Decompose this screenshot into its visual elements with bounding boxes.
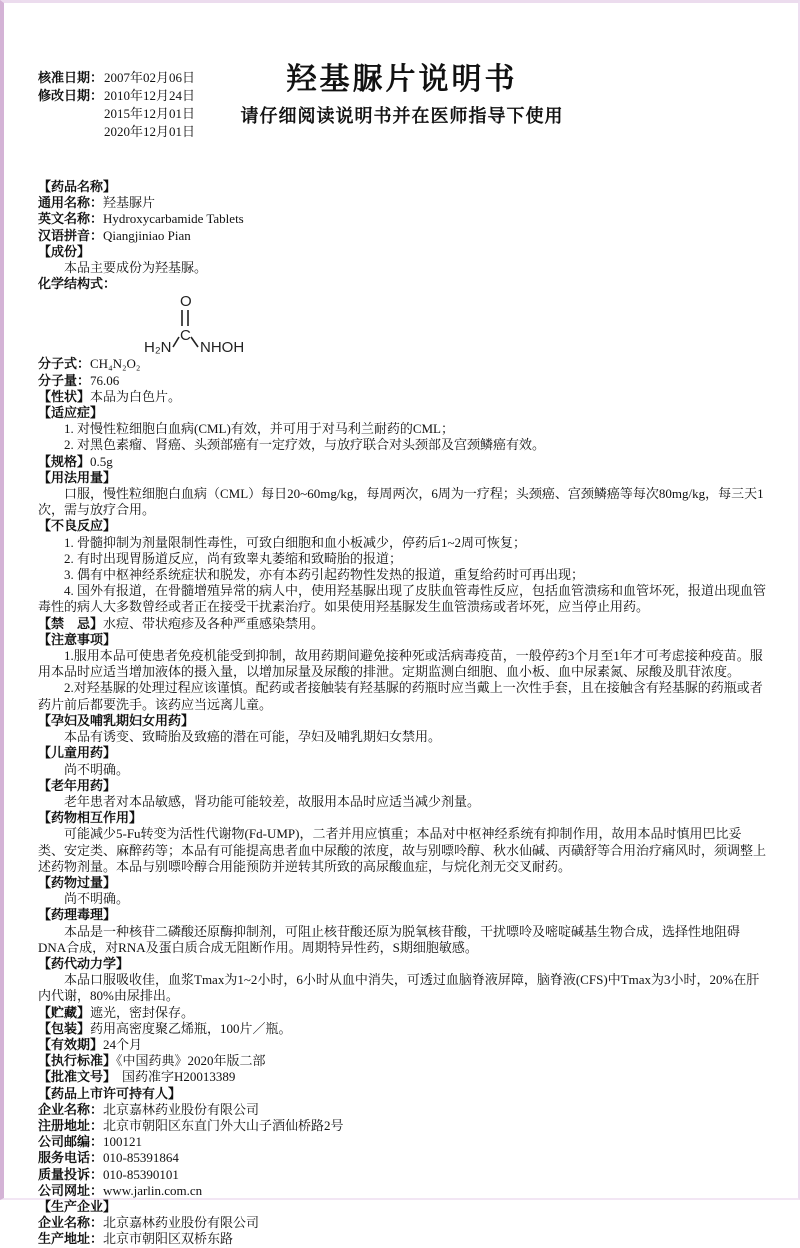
manufacturer-name-value: 北京嘉林药业股份有限公司 xyxy=(103,1215,260,1231)
production-address-row xyxy=(38,1231,766,1247)
quality-complaint-value: 010-85390101 xyxy=(103,1166,179,1182)
registered-address-value: 北京市朝阳区东直门外大山子酒仙桥路2号 xyxy=(103,1117,344,1133)
indication-item: 2. 对黑色素瘤、肾癌、头颈部癌有一定疗效，与放疗联合对头颈部及宫颈鳞癌有效。 xyxy=(64,437,546,453)
section-overdose xyxy=(38,875,766,907)
website-value: www.jarlin.com.cn xyxy=(103,1182,203,1198)
service-phone-row xyxy=(38,1150,766,1166)
section-license-holder xyxy=(38,1086,766,1199)
structure-label: 化学结构式： xyxy=(38,276,117,292)
revision-date-row xyxy=(38,87,195,105)
revision-date-row xyxy=(38,123,195,141)
pinyin-name-row xyxy=(38,228,766,244)
section-pregnancy xyxy=(38,713,766,745)
precaution-item: 1.服用本品可使患者免疫机能受到抑制，故用药期间避免接种死或活病毒疫苗，一般停药3个月至1年才可考虑接种疫苗。服用本品时应适当增加液体的摄入量，以增加尿量及尿酸的排泄。定期监测白细胞、血小板、血中尿素氮、尿酸及肌苷浓度。 xyxy=(38,648,763,680)
standard-text: 《中国药典》2020年版二部 xyxy=(116,1053,266,1069)
adverse-item: 1. 骨髓抑制为剂量限制性毒性，可致白细胞和血小板减少，停药后1~2周可恢复； xyxy=(64,534,527,550)
revision-date-value: 2015年12月01日 xyxy=(104,106,196,121)
website-row xyxy=(38,1183,766,1199)
section-title: 【儿童用药】 xyxy=(38,745,117,761)
dosage-text: 口服，慢性粒细胞白血病（CML）每日20~60mg/kg，每周两次，6周为一疗程；头颈癌、宫颈鳞癌等每次80mg/kg，每三天1次，需与放疗合用。 xyxy=(38,486,764,518)
adverse-item: 2. 有时出现胃肠道反应，尚有致睾丸萎缩和致畸胎的报道； xyxy=(64,550,403,566)
section-title: 【药理毒理】 xyxy=(38,907,117,923)
section-adverse-reactions xyxy=(38,518,766,615)
revision-date-row xyxy=(38,105,195,123)
service-phone-value: 010-85391864 xyxy=(103,1150,179,1166)
section-title: 【孕妇及哺乳期妇女用药】 xyxy=(38,712,195,728)
pharmacokinetics-text: 本品口服吸收佳，血浆Tmax为1~2小时，6小时从血中消失，可透过血脑脊液屏障，脑脊液(CFS)中Tmax为3小时，20%在肝内代谢，80%由尿排出。 xyxy=(38,972,760,1004)
section-geriatric xyxy=(38,778,766,810)
manufacturer-name-label: 企业名称： xyxy=(38,1215,104,1231)
group-nhoh: NHOH xyxy=(200,339,245,356)
interactions-text: 可能减少5-Fu转变为活性代谢物(Fd-UMP)，二者并用应慎重；本品对中枢神经系统有抑制作用，故用本品时慎用巴比妥类、安定类、麻醉药等；本品有可能提高患者血中尿酸的浓度，故与别嘌呤醇、秋水仙碱、丙磺舒等合用治疗痛风时，须调整上述药物剂量。本品与别嘌呤醇合用能预防并逆转其所致的高尿酸血症，与烷化剂无交叉耐药。 xyxy=(38,826,767,874)
pinyin-name-label: 汉语拼音： xyxy=(38,227,104,243)
pediatric-text: 尚不明确。 xyxy=(64,761,130,777)
english-name-label: 英文名称： xyxy=(38,211,104,227)
section-strength xyxy=(38,454,766,470)
section-title: 【有效期】 xyxy=(38,1036,104,1052)
revision-date-value: 2020年12月01日 xyxy=(104,124,196,139)
approval-date-row xyxy=(38,69,195,87)
postcode-value: 100121 xyxy=(103,1134,143,1150)
quality-complaint-label: 质量投诉： xyxy=(38,1166,104,1182)
description-text: 本品为白色片。 xyxy=(90,388,182,404)
revision-date-label: 修改日期： xyxy=(38,88,104,103)
section-title: 【不良反应】 xyxy=(38,518,117,534)
section-dosage xyxy=(38,470,766,519)
section-drug-name xyxy=(38,179,766,244)
strength-text: 0.5g xyxy=(90,453,113,469)
website-label: 公司网址： xyxy=(38,1182,104,1198)
bond-line xyxy=(191,337,198,347)
section-title: 【药品名称】 xyxy=(38,179,117,194)
section-composition xyxy=(38,244,766,389)
section-title: 【性状】 xyxy=(38,388,91,404)
section-contraindications xyxy=(38,616,766,632)
weight-row xyxy=(38,373,766,389)
insert-body xyxy=(38,179,766,1248)
packaging-text: 药用高密度聚乙烯瓶，100片／瓶。 xyxy=(90,1020,292,1036)
weight-label: 分子量： xyxy=(38,372,91,388)
revision-label-spacer xyxy=(38,123,104,141)
formula-value: CH₄N₂O₂ xyxy=(90,356,141,372)
section-title: 【禁 忌】 xyxy=(38,615,104,631)
section-storage xyxy=(38,1005,766,1021)
atom-oxygen: O xyxy=(180,293,192,311)
approval-date-value: 2007年02月06日 xyxy=(104,70,196,85)
section-pharmacokinetics xyxy=(38,956,766,1005)
section-title: 【规格】 xyxy=(38,453,91,469)
revision-date-value: 2010年12月24日 xyxy=(104,88,196,103)
shelf-life-text: 24个月 xyxy=(103,1036,143,1052)
approval-number-text: 国药准字H20013389 xyxy=(122,1069,236,1085)
pharmacology-text: 本品是一种核苷二磷酸还原酶抑制剂，可阻止核苷酸还原为脱氧核苷酸，干扰嘌呤及嘧啶碱基生物合成，选择性地阻碍DNA合成，对RNA及蛋白质合成无阻断作用。周期特异性药，S期细胞敏感。 xyxy=(38,923,741,955)
formula-row xyxy=(38,356,766,372)
service-phone-label: 服务电话： xyxy=(38,1150,104,1166)
adverse-item: 3. 偶有中枢神经系统症状和脱发，亦有本药引起药物性发热的报道，重复给药时可再出现； xyxy=(64,567,585,583)
postcode-row xyxy=(38,1134,766,1150)
document-subtitle: 请仔细阅读说明书并在医师指导下使用 xyxy=(240,106,564,126)
generic-name-value: 羟基脲片 xyxy=(103,195,156,211)
formula-label: 分子式： xyxy=(38,356,91,372)
section-indications xyxy=(38,405,766,454)
section-title: 【药物相互作用】 xyxy=(38,810,143,826)
overdose-text: 尚不明确。 xyxy=(64,891,130,907)
pinyin-name-value: Qiangjiniao Pian xyxy=(103,227,191,243)
section-title: 【执行标准】 xyxy=(38,1053,117,1069)
revision-label-spacer xyxy=(38,105,104,123)
section-pharmacology xyxy=(38,907,766,956)
manufacturer-name-row xyxy=(38,1215,766,1231)
section-standard xyxy=(38,1053,766,1069)
document-title: 羟基脲片说明书 xyxy=(286,63,518,96)
adverse-item: 4. 国外有报道，在骨髓增殖异常的病人中，使用羟基脲出现了皮肤血管毒性反应，包括血管溃疡和血管坏死，报道出现血管毒性的病人大多数曾经或者正在接受干扰素治疗。如果使用羟基脲发生血管溃疡或者坏死，应当停止用药。 xyxy=(38,583,767,615)
section-approval-number xyxy=(38,1069,766,1085)
section-title: 【贮藏】 xyxy=(38,1004,91,1020)
section-title: 【药代动力学】 xyxy=(38,955,130,971)
section-title: 【成份】 xyxy=(38,243,91,259)
registered-address-row xyxy=(38,1118,766,1134)
english-name-row xyxy=(38,211,766,227)
insert-header xyxy=(38,63,766,179)
section-packaging xyxy=(38,1021,766,1037)
section-title: 【注意事项】 xyxy=(38,631,117,647)
section-interactions xyxy=(38,810,766,875)
geriatric-text: 老年患者对本品敏感，肾功能可能较差，故服用本品时应适当减少剂量。 xyxy=(64,793,481,809)
weight-value: 76.06 xyxy=(90,372,120,388)
pregnancy-text: 本品有诱变、致畸胎及致癌的潜在可能，孕妇及哺乳期妇女禁用。 xyxy=(64,729,442,745)
section-title: 【老年用药】 xyxy=(38,777,117,793)
english-name-value: Hydroxycarbamide Tablets xyxy=(103,211,244,227)
contraindications-text: 水痘、带状疱疹及各种严重感染禁用。 xyxy=(103,615,325,631)
storage-text: 遮光，密封保存。 xyxy=(90,1004,195,1020)
company-name-label: 企业名称： xyxy=(38,1101,104,1117)
section-title: 【药品上市许可持有人】 xyxy=(38,1085,182,1101)
section-title: 【批准文号】 xyxy=(38,1069,117,1085)
production-address-value: 北京市朝阳区双桥东路 xyxy=(103,1231,234,1247)
approval-dates-block xyxy=(38,69,195,141)
chemical-structure xyxy=(142,293,282,355)
quality-complaint-row xyxy=(38,1167,766,1183)
registered-address-label: 注册地址： xyxy=(38,1117,104,1133)
section-shelf-life xyxy=(38,1037,766,1053)
section-title: 【用法用量】 xyxy=(38,469,117,485)
production-address-label: 生产地址： xyxy=(38,1231,104,1247)
generic-name-row xyxy=(38,195,766,211)
section-title: 【生产企业】 xyxy=(38,1198,117,1214)
section-manufacturer xyxy=(38,1199,766,1248)
precaution-item: 2.对羟基脲的处理过程应该谨慎。配药或者接触装有羟基脲的药瓶时应当戴上一次性手套，且在接触含有羟基脲的药瓶或者药片前后都要洗手。该药应当远离儿童。 xyxy=(38,680,763,712)
atom-carbon: C xyxy=(180,327,191,345)
composition-text: 本品主要成份为羟基脲。 xyxy=(64,260,208,276)
group-h2n: H₂N xyxy=(144,339,172,356)
generic-name-label: 通用名称： xyxy=(38,195,104,211)
section-description xyxy=(38,389,766,405)
section-precautions xyxy=(38,632,766,713)
section-title: 【包装】 xyxy=(38,1020,91,1036)
indication-item: 1. 对慢性粒细胞白血病(CML)有效，并可用于对马利兰耐药的CML； xyxy=(64,421,455,437)
postcode-label: 公司邮编： xyxy=(38,1134,104,1150)
company-name-value: 北京嘉林药业股份有限公司 xyxy=(103,1101,260,1117)
section-title: 【适应症】 xyxy=(38,405,104,421)
approval-date-label: 核准日期： xyxy=(38,70,104,85)
section-pediatric xyxy=(38,745,766,777)
section-title: 【药物过量】 xyxy=(38,874,117,890)
company-name-row xyxy=(38,1102,766,1118)
package-insert-page xyxy=(4,3,798,1248)
bond-line xyxy=(173,337,179,347)
